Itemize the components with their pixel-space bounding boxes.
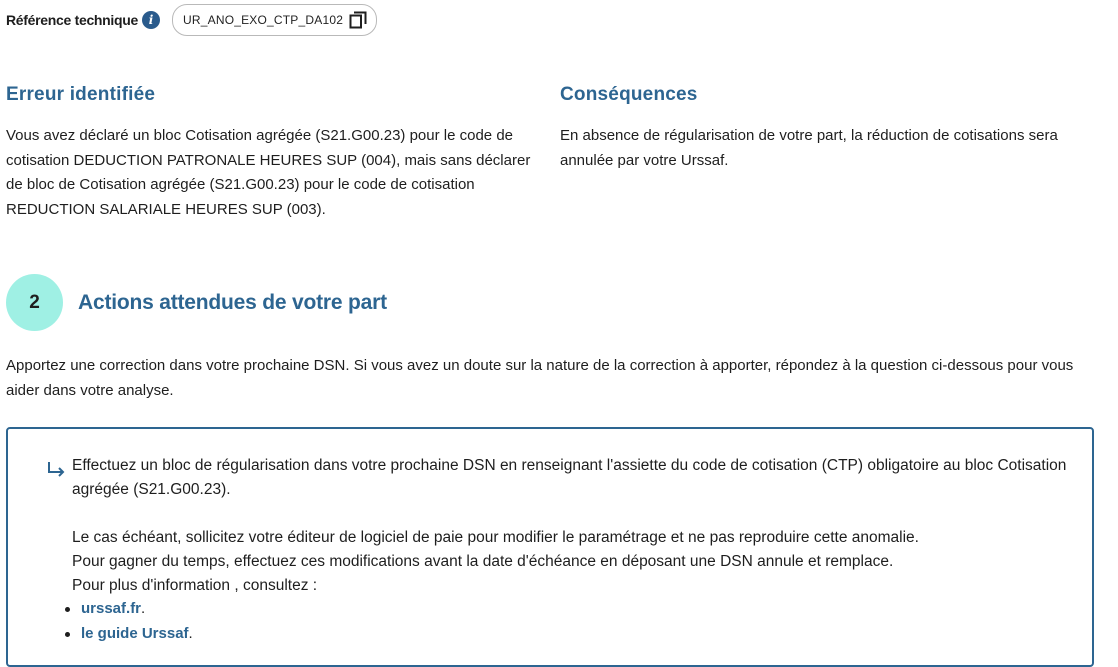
list-item xyxy=(63,622,193,647)
consequences-section xyxy=(560,80,1105,173)
error-description: Vous avez déclaré un bloc Cotisation agrégée (S21.G00.23) pour le code de cotisation DEDUCTION PATRONALE HEURES SUP (004), mais sans déclarer de bloc de Cotisation agrégée (S21.G00.23) pour le code de cotisation REDUCTION SALARIALE HEURES SUP (003). xyxy=(6,127,531,218)
step-number-badge: 2 xyxy=(6,274,63,331)
action-instruction: Effectuez un bloc de régularisation dans votre prochaine DSN en renseignant l'assiette du code de cotisation (CTP) obligatoire au bloc Cotisation agrégée (S21.G00.23). xyxy=(72,457,1067,498)
link-suffix: . xyxy=(141,600,146,617)
urssaf-link[interactable]: urssaf.fr xyxy=(81,600,142,617)
action-text xyxy=(72,454,1082,598)
action-box xyxy=(6,427,1094,667)
action-advice-time: Pour gagner du temps, effectuez ces modifications avant la date d'échéance en déposant une DSN annule et remplace. xyxy=(72,553,894,570)
list-item xyxy=(63,597,193,622)
urssaf-guide-link[interactable]: le guide Urssaf xyxy=(81,624,189,642)
info-icon[interactable]: i xyxy=(142,11,160,29)
action-more-info: Pour plus d'information , consultez : xyxy=(72,577,318,594)
actions-intro: Apportez une correction dans votre prochaine DSN. Si vous avez un doute sur la nature de la correction à apporter, répondez à la question ci-dessous pour vous aider dans votre analyse. xyxy=(6,357,1074,399)
error-section xyxy=(6,80,546,222)
info-links-list xyxy=(63,597,193,646)
step-header xyxy=(6,274,387,331)
copy-icon[interactable] xyxy=(349,11,367,29)
link-suffix: . xyxy=(188,624,193,642)
consequences-heading: Conséquences xyxy=(560,84,698,105)
reference-code: UR_ANO_EXO_CTP_DA102 xyxy=(183,13,344,27)
action-advice-software: Le cas échéant, sollicitez votre éditeur de logiciel de paie pour modifier le paramétrage et ne pas reproduire cette anomalie. xyxy=(72,529,919,546)
technical-reference xyxy=(6,4,377,36)
step-title: Actions attendues de votre part xyxy=(78,290,387,314)
arrow-return-icon xyxy=(46,461,66,479)
consequences-description: En absence de régularisation de votre part, la réduction de cotisations sera annulée par votre Urssaf. xyxy=(560,127,1058,169)
reference-code-chip xyxy=(172,4,377,36)
error-heading: Erreur identifiée xyxy=(6,84,156,105)
technical-reference-label: Référence technique xyxy=(6,12,139,28)
